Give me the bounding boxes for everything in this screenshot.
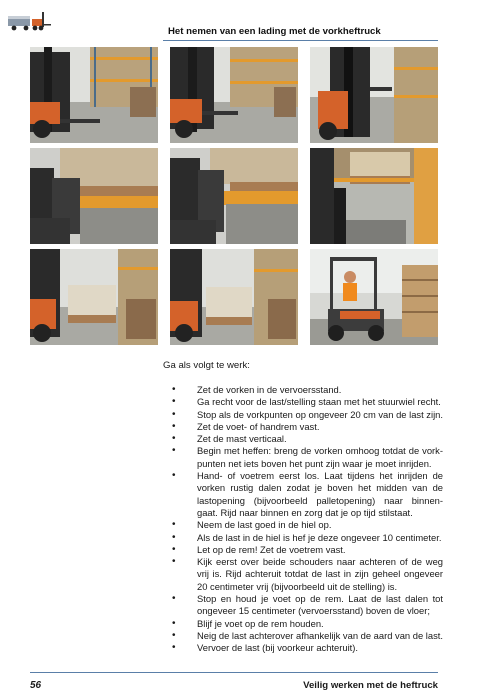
instruction-item	[163, 618, 443, 630]
instruction-line: Begin met heffen: breng de vorken omhoog totdat de vork-	[197, 445, 443, 457]
instruction-line: vorken rustig dalen zodat je boven het midden van de	[197, 482, 443, 494]
instruction-line: Zet de mast verticaal.	[197, 433, 287, 445]
footer-title: Veilig werken met de heftruck	[303, 680, 438, 691]
instruction-line: 20 centimeter vrij (bijvoorbeeld uit de stelling) is.	[197, 580, 398, 592]
photo-forklift-driver	[310, 249, 438, 345]
bullet-icon: •	[172, 519, 176, 531]
photo-forklift-approach	[30, 47, 158, 143]
bullet-icon: •	[172, 384, 176, 395]
instruction-line: Zet de voet- of handrem vast.	[197, 420, 320, 432]
intro-text: Ga als volgt te werk:	[163, 360, 250, 371]
instruction-item	[163, 396, 443, 408]
instruction-item	[163, 433, 443, 445]
bullet-icon: •	[172, 420, 176, 432]
instruction-item	[163, 544, 443, 556]
bullet-icon: •	[172, 396, 176, 408]
instruction-line: lastopening (bijvoorbeeld palletopening) naar binnen-	[197, 494, 443, 506]
bullet-icon: •	[172, 543, 176, 555]
forklift-logo-icon	[6, 10, 52, 34]
instruction-item	[163, 421, 443, 433]
instruction-line: Neig de last achterover afhankelijk van de aard van de last.	[197, 629, 443, 641]
instruction-line: gaat. Rijd naar binnen en zorg dat je op tijd stilstaat.	[197, 506, 413, 518]
instruction-list	[163, 384, 443, 655]
instruction-line: Neem de last goed in de hiel op.	[197, 519, 332, 531]
bullet-icon: •	[172, 629, 176, 641]
photo-forklift-pallet-on-forks	[310, 148, 438, 244]
bullet-icon: •	[172, 433, 176, 445]
footer-divider	[30, 672, 438, 673]
page-number: 56	[30, 680, 42, 691]
photo-grid	[30, 47, 438, 345]
instruction-item	[163, 556, 443, 593]
bullet-icon: •	[172, 642, 176, 654]
instruction-line: Als de last in de hiel is hef je deze ongeveer 10 centimeter.	[197, 531, 442, 543]
instruction-item	[163, 593, 443, 618]
instruction-line: Ga recht voor de last/stelling staan met het stuurwiel recht.	[197, 396, 441, 408]
instruction-line: vrij is. Rijd achteruit totdat de last in zijn geheel ongeveer	[197, 568, 443, 580]
instruction-item	[163, 409, 443, 421]
photo-forklift-forks-under-pallet	[30, 148, 158, 244]
instruction-item	[163, 630, 443, 642]
instruction-line: Hand- of voetrem eerst los. Laat tijdens het inrijden de	[197, 470, 443, 482]
instruction-item	[163, 470, 443, 519]
instruction-line: Kijk eerst over beide schouders naar achteren of de weg	[197, 556, 443, 568]
photo-forklift-rack	[310, 47, 438, 143]
instruction-line: Stop als de vorkpunten op ongeveer 20 cm van de last zijn.	[197, 408, 443, 420]
bullet-icon: •	[172, 593, 176, 605]
instruction-item	[163, 384, 443, 396]
page-title: Het nemen van een lading met de vorkheftruck	[168, 26, 381, 37]
instruction-line: Vervoer de last (bij voorkeur achteruit).	[197, 642, 359, 654]
instruction-line: Zet de vorken in de vervoersstand.	[197, 384, 342, 395]
photo-forklift-carrying-load	[30, 249, 158, 345]
bullet-icon: •	[172, 617, 176, 629]
instruction-item	[163, 532, 443, 544]
instruction-line: Stop en houd je voet op de rem. Laat de last dalen tot	[197, 593, 443, 605]
instruction-line: Blijf je voet op de rem houden.	[197, 617, 324, 629]
instruction-item	[163, 519, 443, 531]
instruction-item	[163, 642, 443, 654]
photo-forklift-entering-pallet	[170, 148, 298, 244]
bullet-icon: •	[172, 470, 176, 482]
bullet-icon: •	[172, 556, 176, 568]
bullet-icon: •	[172, 445, 176, 457]
instruction-item	[163, 445, 443, 470]
bullet-icon: •	[172, 531, 176, 543]
photo-forklift-reversing-load	[170, 249, 298, 345]
instruction-line: Let op de rem! Zet de voetrem vast.	[197, 543, 346, 555]
bullet-icon: •	[172, 408, 176, 420]
photo-forklift-lift	[170, 47, 298, 143]
instruction-line: ongeveer 15 centimeter (vervoersstand) boven de vloer;	[197, 605, 430, 617]
title-divider	[163, 40, 438, 41]
instruction-line: punten net iets boven het punt zijn waar je moet inrijden.	[197, 457, 432, 469]
